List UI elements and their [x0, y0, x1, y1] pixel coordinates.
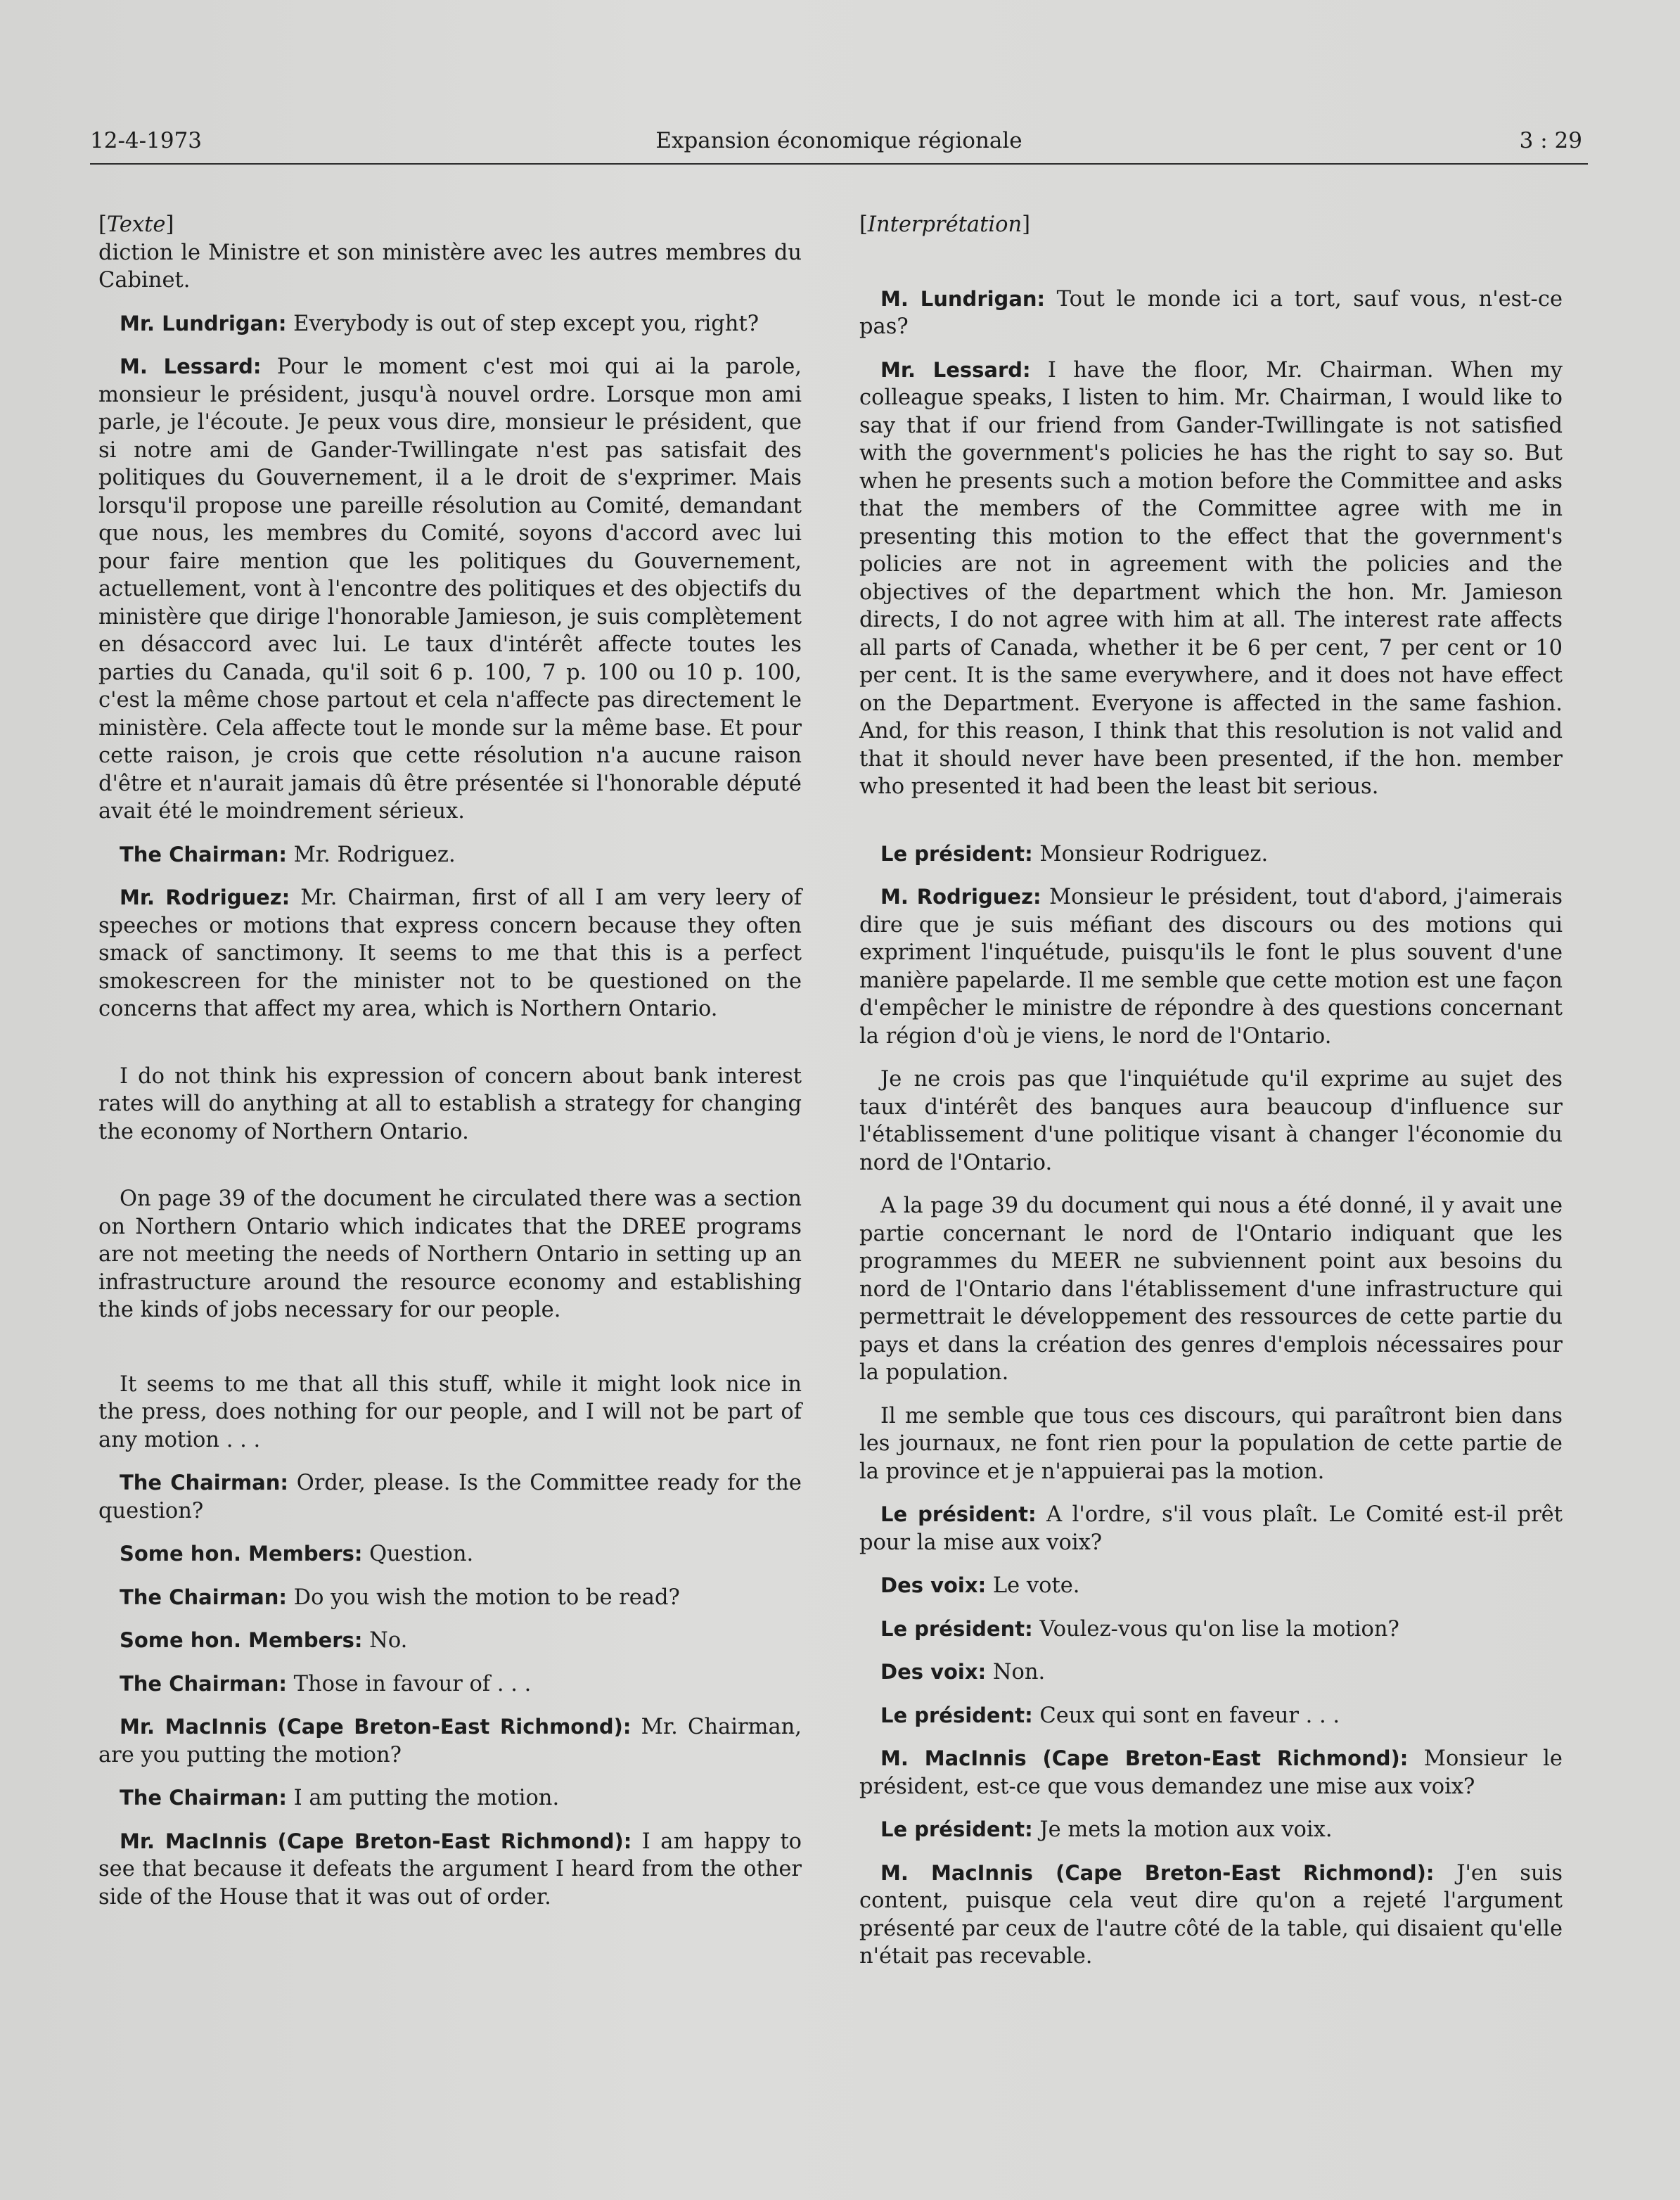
speech: Mr. MacInnis (Cape Breton-East Richmond): Mr. Chairman, are you putting the motion?: [98, 1715, 802, 1767]
speaker-name: The Chairman:: [120, 1671, 287, 1696]
paragraph: Il me semble que tous ces discours, qui paraîtront bien dans les journaux, ne font rien pour la population de cette partie de la province et je n'appuierai pas la motion.: [859, 1403, 1563, 1484]
speech: The Chairman: I am putting the motion.: [120, 1786, 560, 1810]
speech: M. Lessard: Pour le moment c'est moi qui ai la parole, monsieur le président, jusqu'à nouvel ordre. Lorsque mon ami parle, je l'écoute. Je peux vous dire, monsieur le président, que si notre ami de Gander-Twillingate n'est pas satisfait des politiques du Gouvernement, il a le droit de s'exprimer. Mais lorsqu'il propose une pareille résolution au Comité, demandant que nous, les membres du Comité, soyons d'accord avec lui pour faire mention que les politiques du Gouvernement, actuellement, vont à l'encontre des politiques et des objectifs du ministère que dirige l'honorable Jamieson, je suis complètement en désaccord avec lui. Le taux d'intérêt affecte toutes les parties du Canada, qu'il soit 6 p. 100, 7 p. 100 ou 10 p. 100, c'est la même chose partout et cela n'affecte pas directement le ministère. Cela affecte tout le monde sur la même base. Et pour cette raison, je crois que cette résolution n'a aucune raison d'être et n'aurait jamais dû être présentée si l'honorable député avait été le moindrement sérieux.: [98, 354, 802, 824]
speech: Des voix: Le vote.: [880, 1573, 1080, 1598]
speech: Le président: Je mets la motion aux voix.: [880, 1817, 1333, 1842]
language-tag: [Texte]: [98, 212, 174, 237]
header-page-number: 3 : 29: [1519, 128, 1582, 153]
speaker-name: The Chairman:: [120, 1786, 287, 1810]
speaker-name: Le président:: [880, 1703, 1033, 1727]
speaker-name: Mr. Lundrigan:: [120, 311, 287, 335]
speech: The Chairman: Order, please. Is the Committee ready for the question?: [98, 1471, 802, 1523]
paragraph: Je ne crois pas que l'inquiétude qu'il exprime au sujet des taux d'intérêt des banques aura beaucoup d'influence sur l'établissement d'une politique visant à changer l'économie du nord de l'Ontario.: [859, 1067, 1563, 1175]
speaker-name: Le président:: [880, 1502, 1037, 1526]
speech: M. Lundrigan: Tout le monde ici a tort, sauf vous, n'est-ce pas?: [859, 286, 1563, 339]
header-date: 12-4-1973: [90, 128, 203, 153]
speaker-name: Mr. Rodriguez:: [120, 885, 290, 909]
speaker-name: Le président:: [880, 1616, 1033, 1641]
speech: Des voix: Non.: [880, 1660, 1046, 1684]
speaker-name: M. Lessard:: [120, 354, 262, 378]
paragraph: diction le Ministre et son ministère avec les autres membres du Cabinet.: [98, 240, 802, 293]
speech: Mr. Rodriguez: Mr. Chairman, first of all I am very leery of speeches or motions that express concern because they often smack of sanctimony. It seems to me that this is a perfect smokescreen for the minister not to be questioned on the concerns that affect my area, which is Northern Ontario.: [98, 885, 802, 1021]
speech: Le président: Monsieur Rodriguez.: [880, 841, 1269, 866]
speech: The Chairman: Those in favour of . . .: [120, 1671, 532, 1696]
speech: Mr. Lundrigan: Everybody is out of step except you, right?: [120, 311, 759, 336]
speaker-name: Le président:: [880, 1817, 1033, 1841]
speaker-name: Mr. MacInnis (Cape Breton-East Richmond):: [120, 1715, 631, 1739]
speech: M. Rodriguez: Monsieur le président, tout d'abord, j'aimerais dire que je suis méfiant des discours ou des motions qui expriment l'inquétude, puisqu'ils le font le plus souvent d'une manière papelarde. Il me semble que cette motion est une façon d'empêcher le ministre de répondre à des questions concernant la région d'où je viens, le nord de l'Ontario.: [859, 885, 1563, 1049]
paragraph: It seems to me that all this stuff, while it might look nice in the press, does nothing for our people, and I will not be part of any motion . . .: [98, 1371, 802, 1452]
speech: Some hon. Members: Question.: [120, 1542, 474, 1566]
speaker-name: The Chairman:: [120, 1585, 287, 1609]
speaker-name: Some hon. Members:: [120, 1628, 363, 1652]
speech: Le président: Voulez-vous qu'on lise la motion?: [880, 1616, 1399, 1642]
speaker-name: Des voix:: [880, 1573, 987, 1597]
header-title: Expansion économique régionale: [655, 128, 1022, 153]
speech: Mr. MacInnis (Cape Breton-East Richmond): I am happy to see that because it defeats the argument I heard from the other side of the House that it was out of order.: [98, 1829, 802, 1910]
speech: The Chairman: Mr. Rodriguez.: [120, 842, 456, 867]
speech: Some hon. Members: No.: [120, 1628, 408, 1653]
paragraph: A la page 39 du document qui nous a été donné, il y avait une partie concernant le nord de l'Ontario indiquant que les programmes du MEER ne subviennent point aux besoins du nord de l'Ontario dans l'établissement d'une infrastructure qui permettrait le développement des ressources de cette partie du pays et dans la création des genres d'emplois nécessaires pour la population.: [859, 1194, 1563, 1385]
speech: Le président: A l'ordre, s'il vous plaît. Le Comité est-il prêt pour la mise aux voix?: [859, 1502, 1563, 1555]
speaker-name: The Chairman:: [120, 1471, 288, 1495]
language-tag: [Interprétation]: [859, 212, 1031, 237]
speaker-name: The Chairman:: [120, 842, 287, 866]
paragraph: I do not think his expression of concern about bank interest rates will do anything at all to establish a strategy for changing the economy of Northern Ontario.: [98, 1063, 802, 1144]
speaker-name: Des voix:: [880, 1660, 987, 1684]
speaker-name: M. Lundrigan:: [880, 286, 1046, 311]
paragraph: On page 39 of the document he circulated there was a section on Northern Ontario which indicates that the DREE programs are not meeting the needs of Northern Ontario in setting up an infrastructure around the resource economy and establishing the kinds of jobs necessary for our people.: [98, 1187, 802, 1322]
speaker-name: Le président:: [880, 841, 1033, 866]
speech: Mr. Lessard: I have the floor, Mr. Chairman. When my colleague speaks, I listen to him. Mr. Chairman, I would like to say that if our friend from Gander-Twillingate is not satisfied with the government's policies he has the right to say so. But when he presents such a motion before the Committee and asks that the members of the Committee agree with me in presenting this motion to the effect that the government's policies are not in agreement with the policies and the objectives of the department which the hon. Mr. Jamieson directs, I do not agree with him at all. The interest rate affects all parts of Canada, whether it be 6 per cent, 7 per cent or 10 per cent. It is the same everywhere, and it does not have effect on the Department. Everyone is affected in the same fashion. And, for this reason, I think that this resolution is not valid and that it should never have been presented, if the hon. member who presented it had been the least bit serious.: [859, 357, 1563, 799]
speaker-name: M. MacInnis (Cape Breton-East Richmond):: [880, 1746, 1409, 1770]
speaker-name: Mr. Lessard:: [880, 357, 1031, 382]
speech: The Chairman: Do you wish the motion to be read?: [120, 1585, 680, 1610]
speech: Le président: Ceux qui sont en faveur . . .: [880, 1703, 1340, 1728]
speech: M. MacInnis (Cape Breton-East Richmond): J'en suis content, puisque cela veut dire qu'on a rejeté l'argument présenté par ceux de l'autre côté de la table, qui disaient qu'elle n'était pas recevable.: [859, 1860, 1563, 1969]
speech: M. MacInnis (Cape Breton-East Richmond): Monsieur le président, est-ce que vous demandez une mise aux voix?: [859, 1746, 1563, 1799]
right-column: [859, 211, 1563, 1986]
speaker-name: Mr. MacInnis (Cape Breton-East Richmond):: [120, 1829, 632, 1853]
speaker-name: M. Rodriguez:: [880, 885, 1041, 909]
speaker-name: Some hon. Members:: [120, 1542, 363, 1566]
running-header: [90, 128, 1588, 165]
speaker-name: M. MacInnis (Cape Breton-East Richmond):: [880, 1860, 1435, 1885]
left-column: [98, 211, 802, 1926]
